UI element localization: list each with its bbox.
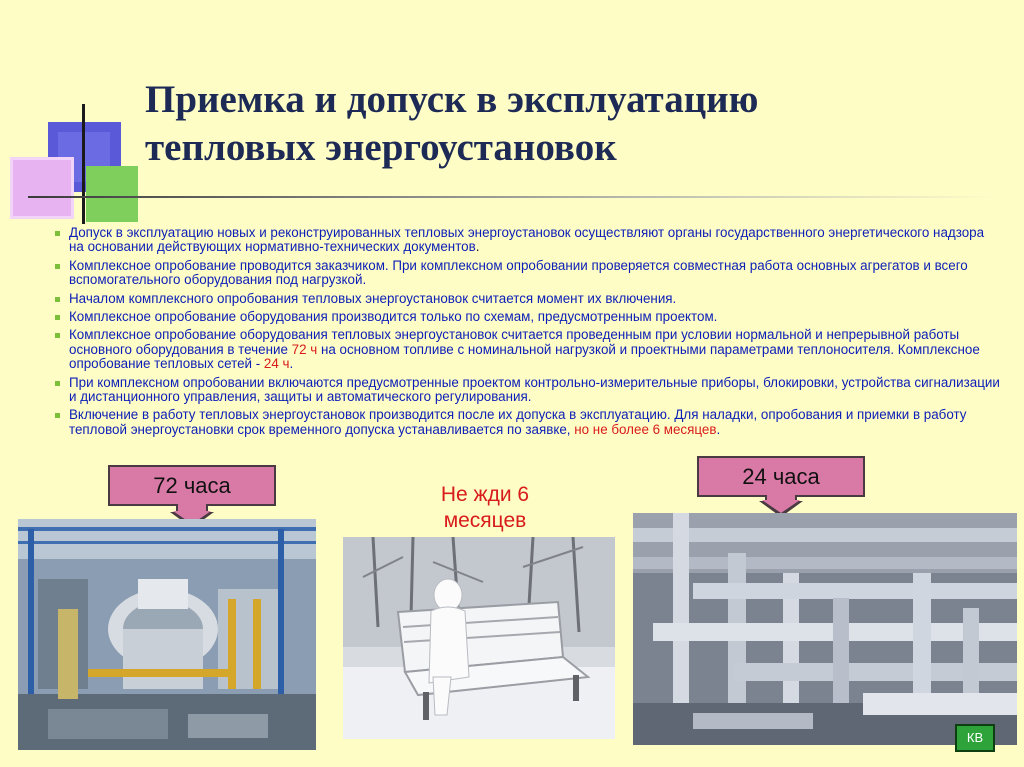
pipelines-illustration bbox=[633, 513, 1017, 745]
bullet-text: Включение в работу тепловых энергоустановок производится после их допуска в эксплуатацию. Для наладки, опробования и приемки в работу тепловой энергоустановки срок временного допуска устанавливается по заявке, bbox=[69, 407, 967, 437]
bullet-item bbox=[52, 328, 1002, 371]
bullet-text: Началом комплексного опробования тепловых энергоустановок считается момент их включения. bbox=[69, 290, 677, 306]
nav-button-kv[interactable]: КВ bbox=[955, 724, 995, 752]
callout-24-arrow-fill bbox=[762, 500, 800, 513]
title-divider bbox=[28, 196, 1000, 198]
bullet-text: . bbox=[289, 356, 294, 372]
bullet-text: . bbox=[716, 421, 721, 437]
bullet-item bbox=[52, 226, 1002, 255]
warning-text bbox=[415, 482, 555, 534]
decor-square-pink bbox=[10, 157, 74, 219]
bullet-list bbox=[52, 226, 1002, 441]
bullet-text: на основном топливе с номинальной нагрузкой и проектными параметрами теплоносителя. Комплексное опробование тепловых сетей - bbox=[69, 341, 980, 372]
callout-72-hours: 72 часа bbox=[108, 465, 276, 506]
warning-line-1: Не жди 6 bbox=[440, 483, 530, 506]
title-line-2: тепловых энергоустановок bbox=[145, 126, 617, 169]
bullet-text-tail: . bbox=[475, 239, 480, 255]
slide-title bbox=[145, 76, 985, 172]
pipelines-photo bbox=[633, 513, 1017, 745]
callout-24-hours: 24 часа bbox=[697, 456, 865, 497]
bullet-text: При комплексном опробовании включаются предусмотренные проектом контрольно-измерительные приборы, блокировки, устройства сигнализации и дистанционного управления, защиты и автоматического регулирования. bbox=[69, 374, 1000, 405]
highlight-72h: 72 ч bbox=[291, 341, 318, 357]
snow-bench-illustration bbox=[343, 537, 615, 739]
bullet-text: Комплексное опробование оборудования производится только по схемам, предусмотренным проектом. bbox=[69, 309, 718, 325]
bullet-item bbox=[52, 408, 1002, 437]
bullet-text: Допуск в эксплуатацию новых и реконструированных тепловых энергоустановок осуществляют органы государственного энергетического надзора на основании действующих нормативно-технических документов bbox=[69, 225, 985, 255]
highlight-24h: 24 ч bbox=[263, 356, 290, 372]
plant-interior-photo bbox=[18, 519, 316, 750]
decor-vertical-line bbox=[82, 104, 85, 224]
bullet-text: Комплексное опробование проводится заказчиком. При комплексном опробовании проверяется совместная работа основных агрегатов и всего вспомогательного оборудования под нагрузкой. bbox=[69, 257, 968, 288]
snow-bench-photo bbox=[343, 537, 615, 739]
bullet-item bbox=[52, 376, 1002, 405]
highlight-6-months: но не более 6 месяцев bbox=[574, 421, 717, 437]
title-line-1: Приемка и допуск в эксплуатацию bbox=[145, 78, 759, 121]
warning-line-2: месяцев bbox=[443, 509, 527, 532]
plant-interior-illustration bbox=[18, 519, 316, 750]
bullet-item bbox=[52, 292, 1002, 306]
bullet-text: Комплексное опробование оборудования тепловых энергоустановок считается проведенным при условии нормальной и непрерывной работы основного оборудования в течение bbox=[69, 327, 960, 357]
bullet-item bbox=[52, 310, 1002, 324]
bullet-item bbox=[52, 259, 1002, 288]
decor-square-green bbox=[86, 166, 138, 222]
